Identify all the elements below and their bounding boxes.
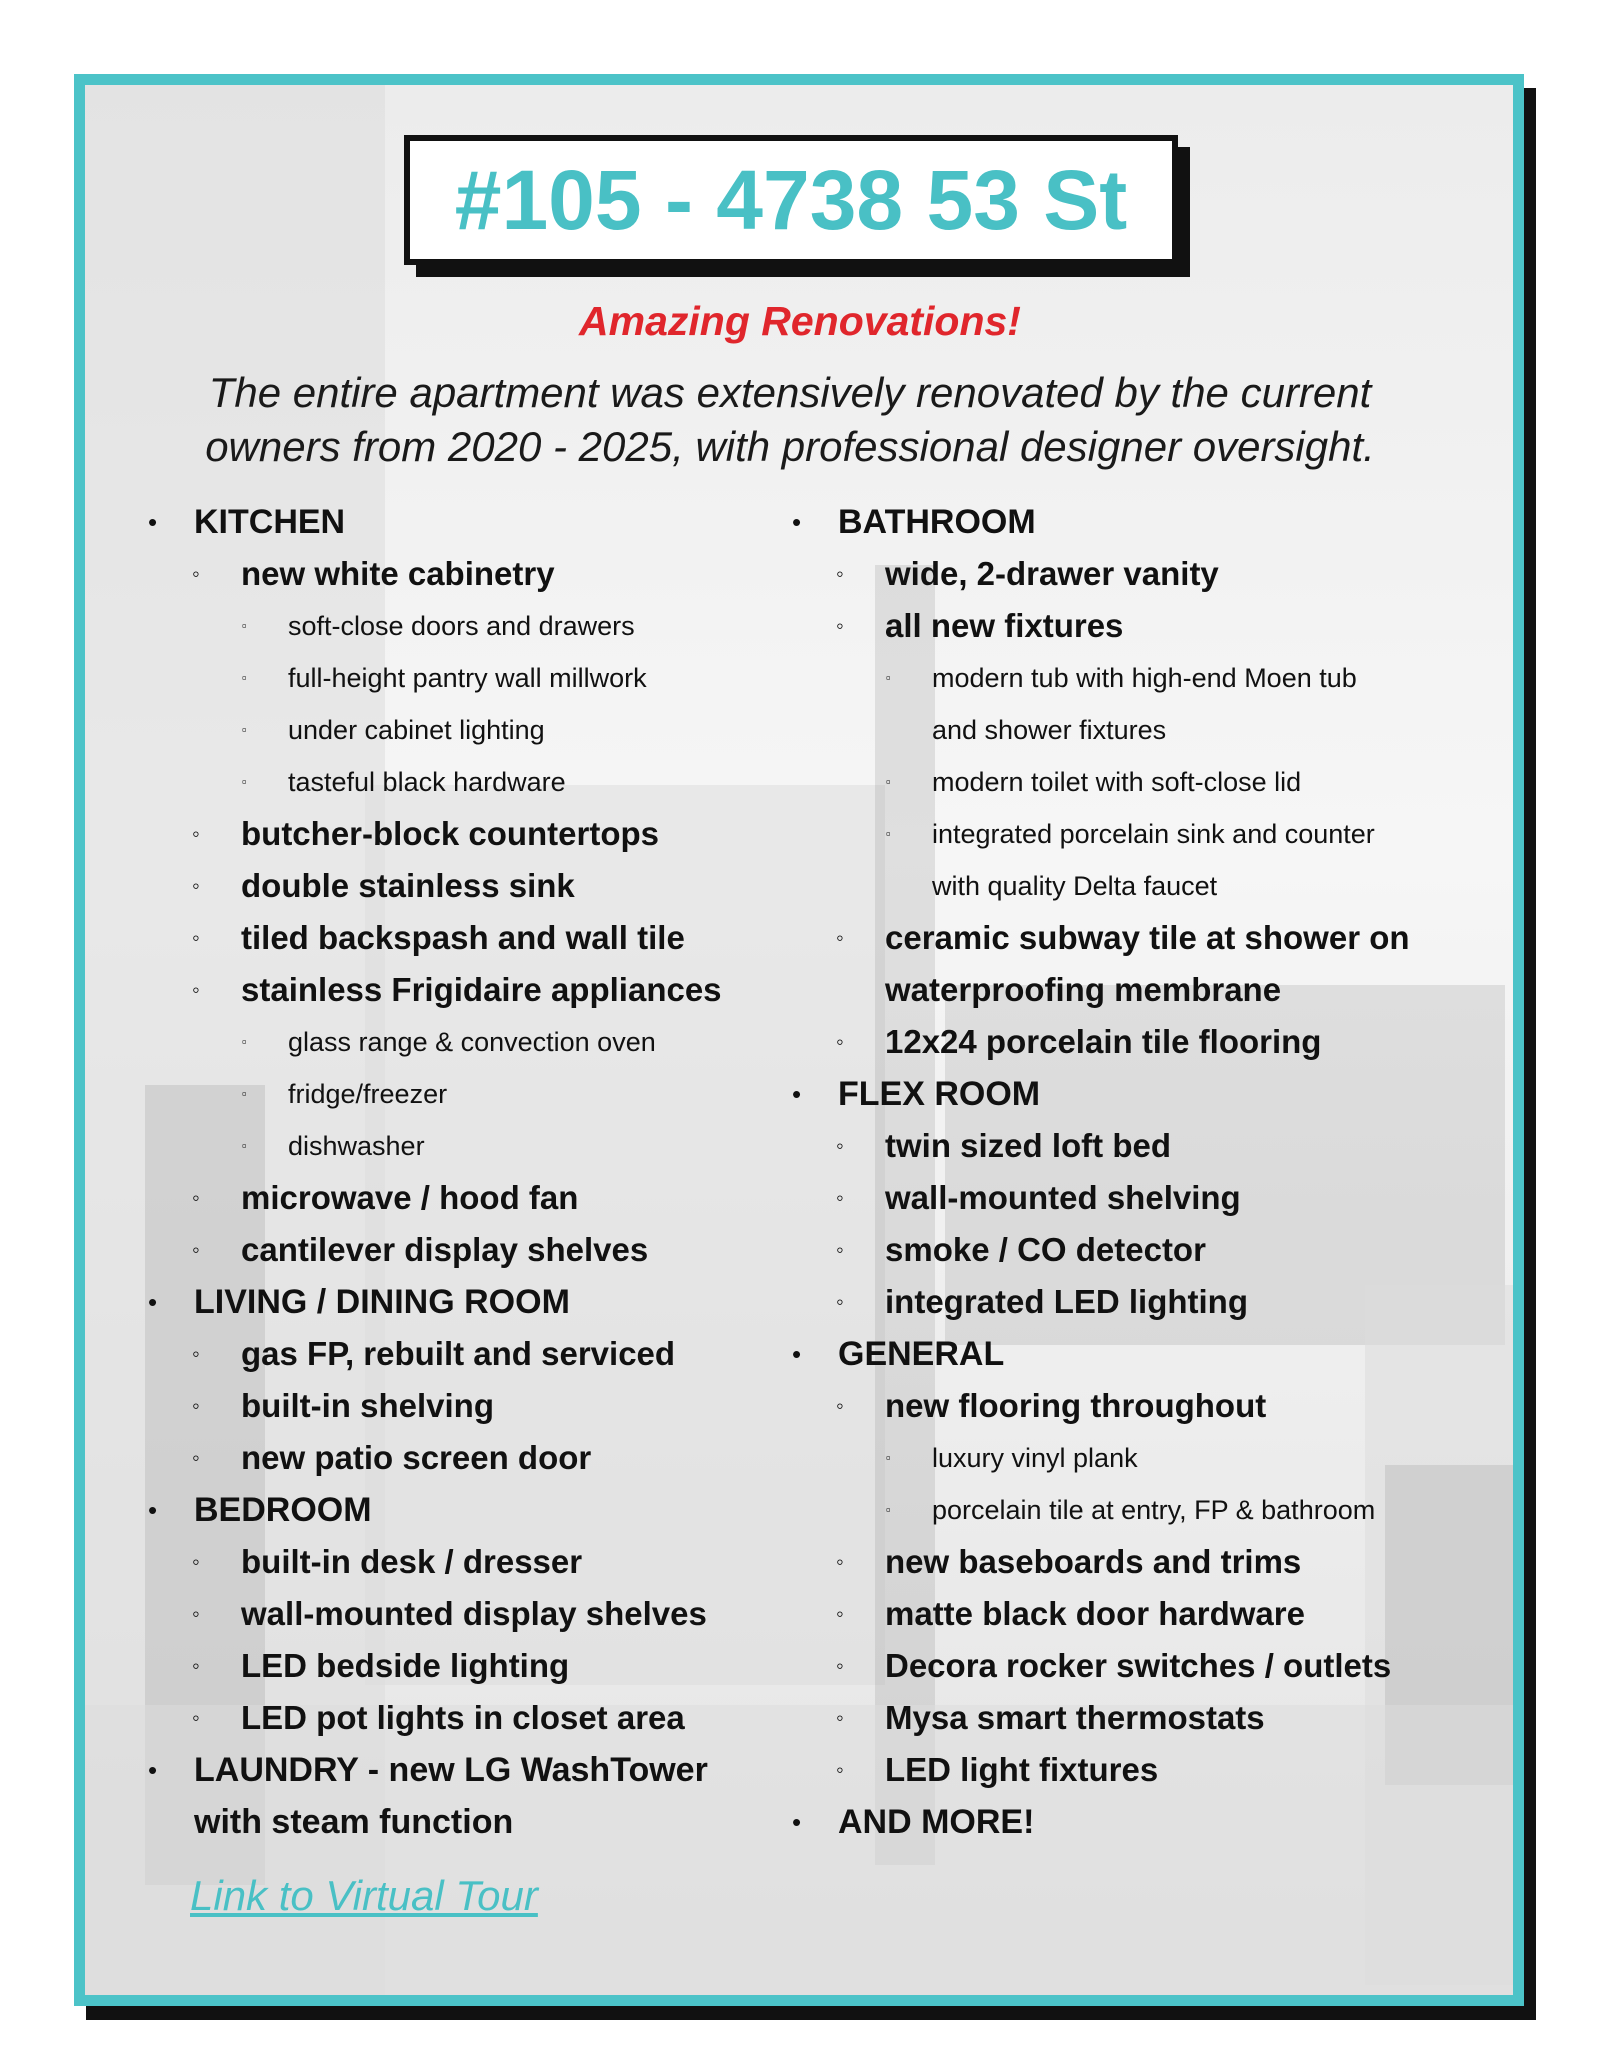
bullet-icon: ◦ xyxy=(836,1133,844,1158)
list-item xyxy=(784,756,1464,808)
list-item-text: all new fixtures xyxy=(885,607,1124,644)
bullet-icon: ◦ xyxy=(192,1393,200,1418)
list-item-text: dishwasher xyxy=(288,1131,425,1161)
list-item-text: LAUNDRY - new LG WashTower xyxy=(194,1751,708,1789)
list-item-text: butcher-block countertops xyxy=(241,815,660,852)
list-item-text: stainless Frigidaire appliances xyxy=(241,971,722,1008)
list-item-text: new baseboards and trims xyxy=(885,1543,1302,1580)
list-item-text: microwave / hood fan xyxy=(241,1179,579,1216)
list-item xyxy=(140,1432,760,1484)
list-item xyxy=(140,1536,760,1588)
list-item-text: 12x24 porcelain tile flooring xyxy=(885,1023,1322,1060)
list-item xyxy=(140,1796,760,1848)
list-item-text: porcelain tile at entry, FP & bathroom xyxy=(932,1495,1376,1525)
list-item-text: new patio screen door xyxy=(241,1439,592,1476)
list-item xyxy=(140,652,760,704)
list-item xyxy=(140,496,760,548)
list-item xyxy=(784,1380,1464,1432)
list-item xyxy=(784,964,1464,1016)
list-item-text: LED bedside lighting xyxy=(241,1647,570,1684)
bullet-icon: ◦ xyxy=(836,561,844,586)
list-item xyxy=(784,704,1464,756)
list-item xyxy=(784,1276,1464,1328)
list-item-text: wide, 2-drawer vanity xyxy=(885,555,1219,592)
bullet-icon: ◦ xyxy=(192,1705,200,1730)
list-item-text: new flooring throughout xyxy=(885,1387,1267,1424)
list-item xyxy=(140,1276,760,1328)
list-item xyxy=(140,964,760,1016)
bullet-icon: • xyxy=(792,1807,802,1837)
list-item xyxy=(140,1380,760,1432)
list-item xyxy=(784,1744,1464,1796)
bullet-icon: ◦ xyxy=(836,925,844,950)
subtitle: Amazing Renovations! xyxy=(579,298,1021,344)
list-item-text: luxury vinyl plank xyxy=(932,1443,1138,1473)
bullet-icon: ▫ xyxy=(886,826,891,841)
list-item-text: fridge/freezer xyxy=(288,1079,448,1109)
list-item xyxy=(784,1692,1464,1744)
list-item xyxy=(140,1120,760,1172)
list-item-text: AND MORE! xyxy=(838,1803,1035,1841)
list-item xyxy=(140,1692,760,1744)
list-item xyxy=(140,1484,760,1536)
list-item-text: built-in shelving xyxy=(241,1387,494,1424)
list-item xyxy=(784,1328,1464,1380)
list-item xyxy=(140,1016,760,1068)
bullet-icon: ▫ xyxy=(242,1138,247,1153)
list-item xyxy=(140,548,760,600)
list-item xyxy=(784,808,1464,860)
bullet-icon: ◦ xyxy=(836,613,844,638)
list-item-text: FLEX ROOM xyxy=(838,1075,1041,1113)
list-item xyxy=(140,860,760,912)
list-item xyxy=(784,600,1464,652)
bullet-icon: ◦ xyxy=(836,1705,844,1730)
list-item-text: modern toilet with soft-close lid xyxy=(932,767,1302,797)
bullet-icon: ◦ xyxy=(836,1237,844,1262)
list-item xyxy=(140,1224,760,1276)
list-item-text: integrated porcelain sink and counter xyxy=(932,819,1375,849)
bullet-icon: ◦ xyxy=(836,1289,844,1314)
list-item xyxy=(784,1172,1464,1224)
list-item xyxy=(784,1432,1464,1484)
bullet-icon: ▫ xyxy=(886,1450,891,1465)
bullet-icon: ◦ xyxy=(192,1549,200,1574)
list-item xyxy=(784,496,1464,548)
list-item-text: double stainless sink xyxy=(241,867,575,904)
list-item-text: BEDROOM xyxy=(194,1491,372,1529)
bullet-icon: • xyxy=(792,1079,802,1109)
list-item xyxy=(140,756,760,808)
bullet-icon: ◦ xyxy=(192,1185,200,1210)
list-item xyxy=(784,1484,1464,1536)
list-item-text: KITCHEN xyxy=(194,503,346,541)
bullet-icon: ▫ xyxy=(886,670,891,685)
list-item xyxy=(140,704,760,756)
list-item-text: built-in desk / dresser xyxy=(241,1543,583,1580)
bullet-icon: • xyxy=(148,507,158,537)
list-item-text: glass range & convection oven xyxy=(288,1027,656,1057)
list-item xyxy=(784,1120,1464,1172)
bullet-icon: • xyxy=(792,1339,802,1369)
list-item-text: tasteful black hardware xyxy=(288,767,566,797)
list-item xyxy=(140,1328,760,1380)
list-item xyxy=(784,548,1464,600)
list-item-text: with quality Delta faucet xyxy=(932,871,1218,901)
list-item-text: modern tub with high-end Moen tub xyxy=(932,663,1357,693)
list-item-text: twin sized loft bed xyxy=(885,1127,1171,1164)
bullet-icon: ◦ xyxy=(836,1601,844,1626)
bullet-icon: ◦ xyxy=(192,1601,200,1626)
bullet-icon: ◦ xyxy=(192,925,200,950)
list-item-text: new white cabinetry xyxy=(241,555,555,592)
bullet-icon: ◦ xyxy=(836,1549,844,1574)
list-item xyxy=(784,1536,1464,1588)
list-item xyxy=(784,860,1464,912)
list-item xyxy=(784,1224,1464,1276)
bullet-icon: ◦ xyxy=(192,873,200,898)
list-item xyxy=(784,912,1464,964)
title-box xyxy=(404,135,1178,265)
list-item xyxy=(784,1016,1464,1068)
list-item xyxy=(784,1796,1464,1848)
list-item-text: LIVING / DINING ROOM xyxy=(194,1283,570,1321)
list-item-text: LED pot lights in closet area xyxy=(241,1699,685,1736)
list-item-text: GENERAL xyxy=(838,1335,1005,1373)
intro-line: The entire apartment was extensively renovated by the current xyxy=(208,369,1372,416)
bullet-icon: ◦ xyxy=(836,1029,844,1054)
intro-line: owners from 2020 - 2025, with professional designer oversight. xyxy=(205,423,1375,470)
list-item-text: Decora rocker switches / outlets xyxy=(885,1647,1392,1684)
list-item-text: Mysa smart thermostats xyxy=(885,1699,1265,1736)
list-item-text: full-height pantry wall millwork xyxy=(288,663,647,693)
left-feature-column xyxy=(140,496,760,1848)
bullet-icon: ▫ xyxy=(242,618,247,633)
bullet-icon: • xyxy=(792,507,802,537)
list-item xyxy=(140,1172,760,1224)
list-item xyxy=(140,1068,760,1120)
list-item-text: gas FP, rebuilt and serviced xyxy=(241,1335,676,1372)
list-item-text: BATHROOM xyxy=(838,503,1036,541)
bullet-icon: ▫ xyxy=(242,1034,247,1049)
bullet-icon: ◦ xyxy=(192,821,200,846)
page-title: #105 - 4738 53 St xyxy=(454,152,1128,247)
list-item xyxy=(784,1068,1464,1120)
virtual-tour-link[interactable]: Link to Virtual Tour xyxy=(190,1872,538,1919)
list-item xyxy=(140,1744,760,1796)
list-item xyxy=(140,1640,760,1692)
list-item-text: with steam function xyxy=(194,1803,514,1841)
intro-paragraph xyxy=(120,366,1460,474)
list-item xyxy=(140,1588,760,1640)
bullet-icon: • xyxy=(148,1755,158,1785)
list-item-text: cantilever display shelves xyxy=(241,1231,649,1268)
list-item-text: waterproofing membrane xyxy=(885,971,1282,1008)
bullet-icon: • xyxy=(148,1495,158,1525)
list-item xyxy=(784,1640,1464,1692)
list-item xyxy=(784,652,1464,704)
bullet-icon: ◦ xyxy=(836,1185,844,1210)
bullet-icon: ◦ xyxy=(836,1757,844,1782)
list-item xyxy=(140,600,760,652)
bullet-icon: • xyxy=(148,1287,158,1317)
list-item-text: and shower fixtures xyxy=(932,715,1167,745)
list-item-text: ceramic subway tile at shower on xyxy=(885,919,1410,956)
bullet-icon: ◦ xyxy=(192,977,200,1002)
bullet-icon: ◦ xyxy=(192,1341,200,1366)
bullet-icon: ▫ xyxy=(242,1086,247,1101)
list-item-text: wall-mounted shelving xyxy=(885,1179,1241,1216)
bullet-icon: ▫ xyxy=(242,774,247,789)
bullet-icon: ◦ xyxy=(192,1237,200,1262)
list-item-text: tiled backspash and wall tile xyxy=(241,919,685,956)
list-item-text: LED light fixtures xyxy=(885,1751,1159,1788)
bullet-icon: ▫ xyxy=(886,1502,891,1517)
bullet-icon: ▫ xyxy=(242,722,247,737)
right-feature-column xyxy=(784,496,1464,1848)
list-item-text: matte black door hardware xyxy=(885,1595,1305,1632)
list-item-text: integrated LED lighting xyxy=(885,1283,1248,1320)
list-item-text: smoke / CO detector xyxy=(885,1231,1206,1268)
bullet-icon: ◦ xyxy=(192,1653,200,1678)
bullet-icon: ◦ xyxy=(192,561,200,586)
bullet-icon: ▫ xyxy=(886,774,891,789)
bullet-icon: ▫ xyxy=(242,670,247,685)
list-item xyxy=(784,1588,1464,1640)
list-item xyxy=(140,808,760,860)
list-item-text: wall-mounted display shelves xyxy=(241,1595,707,1632)
list-item-text: soft-close doors and drawers xyxy=(288,611,635,641)
bullet-icon: ◦ xyxy=(836,1653,844,1678)
list-item-text: under cabinet lighting xyxy=(288,715,545,745)
bullet-icon: ◦ xyxy=(192,1445,200,1470)
list-item xyxy=(140,912,760,964)
bullet-icon: ◦ xyxy=(836,1393,844,1418)
